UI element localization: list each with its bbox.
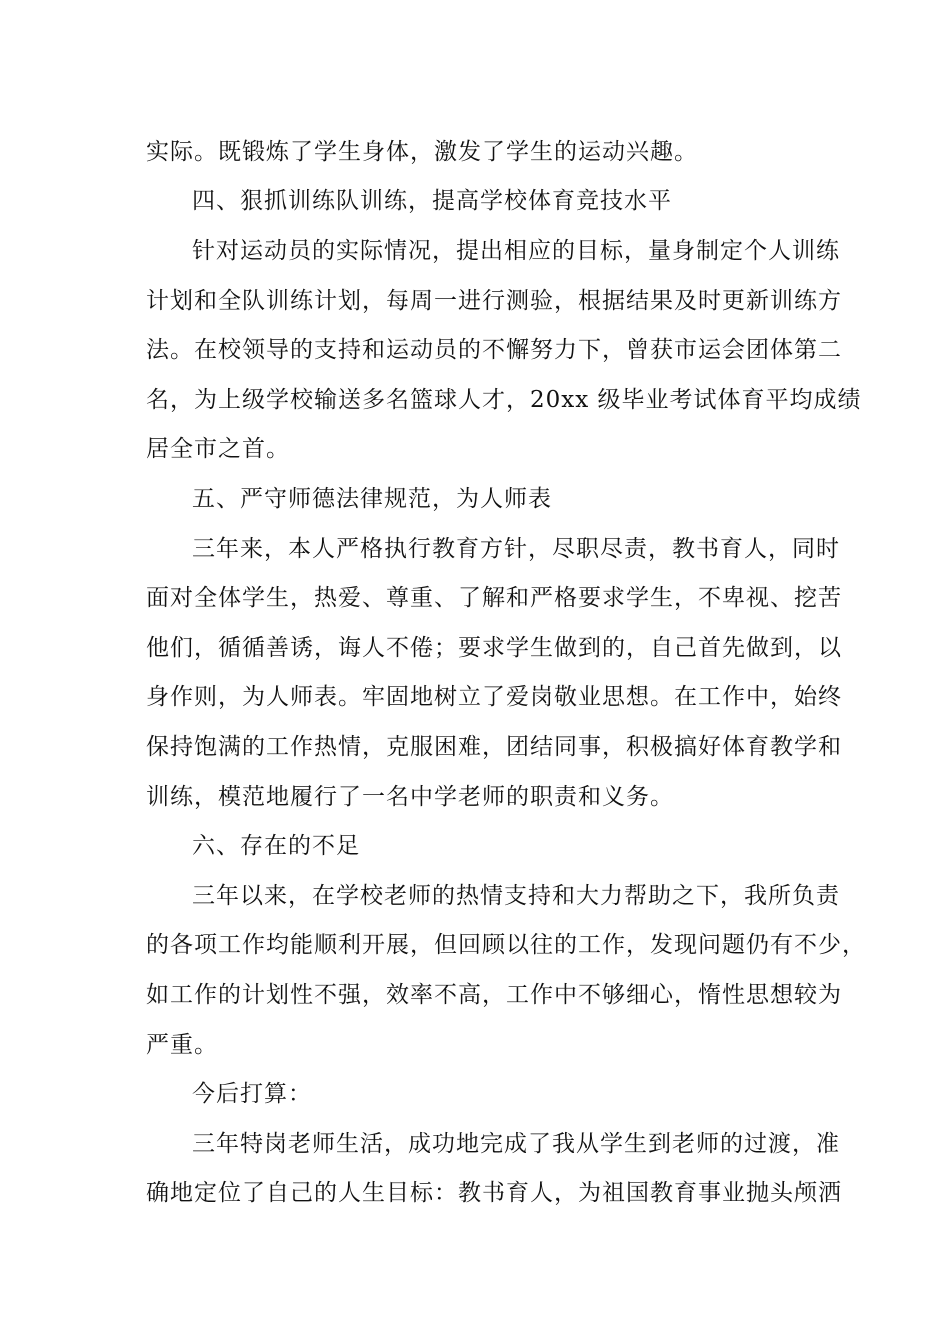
section-heading: 六、存在的不足 bbox=[192, 833, 360, 859]
text-line: 身作则，为人师表。牢固地树立了爱岗敬业思想。在工作中，始终 bbox=[146, 684, 842, 710]
text-line: 面对全体学生，热爱、尊重、了解和严格要求学生，不卑视、挖苦 bbox=[146, 585, 842, 611]
text-line: 他们，循循善诱，诲人不倦；要求学生做到的，自己首先做到，以 bbox=[146, 635, 842, 661]
text-line: 居全市之首。 bbox=[146, 436, 290, 462]
text-line: 确地定位了自己的人生目标：教书育人，为祖国教育事业抛头颅洒 bbox=[146, 1180, 842, 1206]
text-line: 三年来，本人严格执行教育方针，尽职尽责，教书育人，同时 bbox=[192, 536, 840, 562]
section-heading: 四、狠抓训练队训练，提高学校体育竞技水平 bbox=[192, 188, 672, 214]
text-line: 的各项工作均能顺利开展，但回顾以往的工作，发现问题仍有不少， bbox=[146, 932, 866, 958]
text-line: 严重。 bbox=[146, 1032, 218, 1058]
text-line: 三年以来，在学校老师的热情支持和大力帮助之下，我所负责 bbox=[192, 883, 840, 909]
text-line: 名，为上级学校输送多名篮球人才，20xx 级毕业考试体育平均成绩 bbox=[146, 387, 862, 413]
text-line: 保持饱满的工作热情，克服困难，团结同事，积极搞好体育教学和 bbox=[146, 734, 842, 760]
text-line: 实际。既锻炼了学生身体，激发了学生的运动兴趣。 bbox=[146, 139, 698, 165]
text-line: 训练，模范地履行了一名中学老师的职责和义务。 bbox=[146, 784, 674, 810]
text-line: 计划和全队训练计划，每周一进行测验，根据结果及时更新训练方 bbox=[146, 288, 842, 314]
text-line: 法。在校领导的支持和运动员的不懈努力下，曾获市运会团体第二 bbox=[146, 337, 842, 363]
section-heading: 五、严守师德法律规范，为人师表 bbox=[192, 486, 552, 512]
text-line: 针对运动员的实际情况，提出相应的目标，量身制定个人训练 bbox=[192, 238, 840, 264]
section-heading: 今后打算： bbox=[192, 1081, 312, 1107]
text-line: 三年特岗老师生活，成功地完成了我从学生到老师的过渡，准 bbox=[192, 1131, 840, 1157]
text-line: 如工作的计划性不强，效率不高，工作中不够细心，惰性思想较为 bbox=[146, 982, 842, 1008]
